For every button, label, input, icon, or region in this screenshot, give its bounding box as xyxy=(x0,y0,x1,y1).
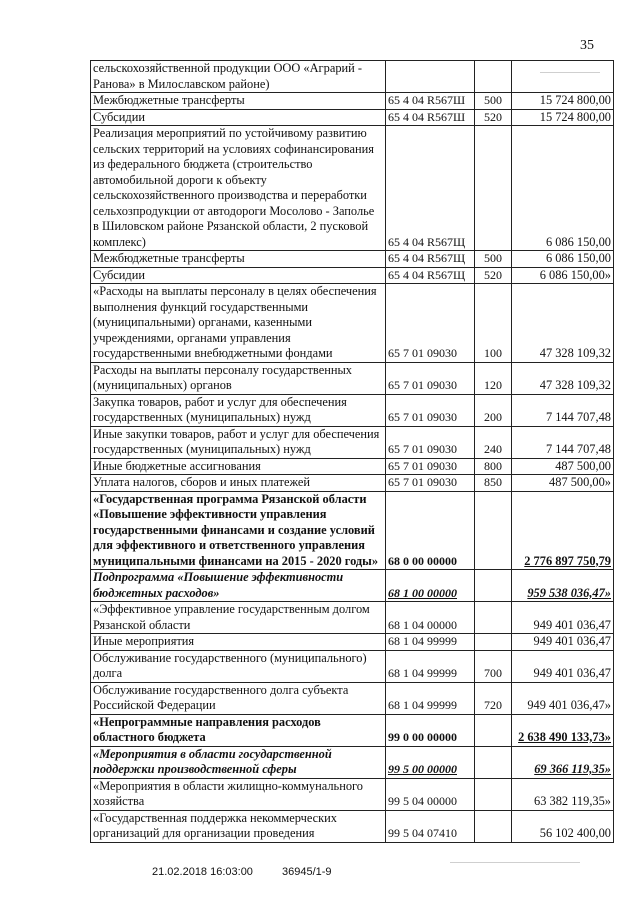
row-kind-cell: 520 xyxy=(475,267,512,284)
row-kind-cell xyxy=(475,491,512,570)
row-kind-cell: 850 xyxy=(475,475,512,492)
scan-artifact xyxy=(540,72,600,73)
row-amount-cell: 56 102 400,00 xyxy=(512,810,614,842)
row-amount-cell: 2 638 490 133,73» xyxy=(512,714,614,746)
budget-table-body xyxy=(91,61,614,843)
footer-doc-code: 36945/1-9 xyxy=(282,866,332,878)
row-name-cell: Уплата налогов, сборов и иных платежей xyxy=(91,475,386,492)
row-name-cell: сельскохозяйственной продукции ООО «Аграрий - Ранова» в Милославском районе) xyxy=(91,61,386,93)
row-name-cell: «Государственная программа Рязанской области «Повышение эффективности управления государственными финансами и создание условий для эффективного и ответственного управления муниципальными финансами на 2015 - 2020 годы» xyxy=(91,491,386,570)
row-code-cell: 65 4 04 R567Ш xyxy=(386,93,475,110)
table-row xyxy=(91,778,614,810)
row-code-cell: 68 1 00 00000 xyxy=(386,570,475,602)
row-name-cell: Иные закупки товаров, работ и услуг для обеспечения государственных (муниципальных) нужд xyxy=(91,426,386,458)
row-kind-cell xyxy=(475,570,512,602)
row-name-cell: Подпрограмма «Повышение эффективности бюджетных расходов» xyxy=(91,570,386,602)
row-name-cell: «Расходы на выплаты персоналу в целях обеспечения выполнения функций государственными (муниципальными) органами, казенными учреждениями, органами управления государственными внебюджетными фондами xyxy=(91,284,386,363)
row-code-cell: 65 4 04 R567Щ xyxy=(386,267,475,284)
row-kind-cell: 500 xyxy=(475,93,512,110)
row-kind-cell: 120 xyxy=(475,362,512,394)
row-code-cell: 99 5 04 00000 xyxy=(386,778,475,810)
table-row xyxy=(91,650,614,682)
table-row xyxy=(91,362,614,394)
row-name-cell: Закупка товаров, работ и услуг для обеспечения государственных (муниципальных) нужд xyxy=(91,394,386,426)
table-row xyxy=(91,426,614,458)
row-kind-cell: 700 xyxy=(475,650,512,682)
row-kind-cell xyxy=(475,602,512,634)
row-kind-cell xyxy=(475,634,512,651)
row-amount-cell: 2 776 897 750,79 xyxy=(512,491,614,570)
table-row xyxy=(91,458,614,475)
table-row xyxy=(91,746,614,778)
row-name-cell: Межбюджетные трансферты xyxy=(91,93,386,110)
table-row xyxy=(91,602,614,634)
row-name-cell: Реализация мероприятий по устойчивому развитию сельских территорий на условиях софинансирования из федерального бюджета (строительство автомобильной дороги к объекту сельскохозяйственного производства и переработки сельхозпродукции от автодороги Мосолово - Заполье в Шиловском районе Рязанской области, 2 пусковой комплекс) xyxy=(91,126,386,251)
row-code-cell: 68 1 04 00000 xyxy=(386,602,475,634)
row-name-cell: Субсидии xyxy=(91,267,386,284)
row-code-cell: 65 4 04 R567Щ xyxy=(386,126,475,251)
row-kind-cell: 240 xyxy=(475,426,512,458)
row-amount-cell: 63 382 119,35» xyxy=(512,778,614,810)
row-name-cell: Иные мероприятия xyxy=(91,634,386,651)
row-code-cell: 65 7 01 09030 xyxy=(386,394,475,426)
table-row xyxy=(91,126,614,251)
table-row xyxy=(91,61,614,93)
row-amount-cell: 487 500,00» xyxy=(512,475,614,492)
table-row xyxy=(91,491,614,570)
row-kind-cell xyxy=(475,746,512,778)
row-name-cell: «Эффективное управление государственным долгом Рязанской области xyxy=(91,602,386,634)
row-kind-cell: 800 xyxy=(475,458,512,475)
budget-table xyxy=(90,60,614,843)
row-code-cell: 68 1 04 99999 xyxy=(386,634,475,651)
row-code-cell: 68 1 04 99999 xyxy=(386,650,475,682)
row-amount-cell: 7 144 707,48 xyxy=(512,426,614,458)
row-code-cell: 99 5 00 00000 xyxy=(386,746,475,778)
row-code-cell: 68 0 00 00000 xyxy=(386,491,475,570)
row-name-cell: «Мероприятия в области жилищно-коммунального хозяйства xyxy=(91,778,386,810)
table-row xyxy=(91,394,614,426)
row-amount-cell: 6 086 150,00» xyxy=(512,267,614,284)
row-amount-cell xyxy=(512,61,614,93)
row-code-cell: 99 5 04 07410 xyxy=(386,810,475,842)
row-name-cell: Субсидии xyxy=(91,109,386,126)
row-kind-cell xyxy=(475,778,512,810)
row-name-cell: «Мероприятия в области государственной поддержки производственной сферы xyxy=(91,746,386,778)
row-amount-cell: 47 328 109,32 xyxy=(512,362,614,394)
page-number: 35 xyxy=(580,38,594,53)
table-row xyxy=(91,284,614,363)
row-kind-cell: 500 xyxy=(475,251,512,268)
table-row xyxy=(91,714,614,746)
row-amount-cell: 6 086 150,00 xyxy=(512,126,614,251)
row-name-cell: Обслуживание государственного долга субъекта Российской Федерации xyxy=(91,682,386,714)
row-kind-cell xyxy=(475,810,512,842)
scan-artifact xyxy=(450,862,580,863)
row-kind-cell: 200 xyxy=(475,394,512,426)
row-name-cell: Расходы на выплаты персоналу государственных (муниципальных) органов xyxy=(91,362,386,394)
row-name-cell: Обслуживание государственного (муниципального) долга xyxy=(91,650,386,682)
row-amount-cell: 47 328 109,32 xyxy=(512,284,614,363)
row-amount-cell: 7 144 707,48 xyxy=(512,394,614,426)
row-name-cell: Иные бюджетные ассигнования xyxy=(91,458,386,475)
row-amount-cell: 487 500,00 xyxy=(512,458,614,475)
row-kind-cell xyxy=(475,714,512,746)
row-code-cell: 68 1 04 99999 xyxy=(386,682,475,714)
table-row xyxy=(91,267,614,284)
row-amount-cell: 949 401 036,47 xyxy=(512,634,614,651)
row-code-cell: 65 7 01 09030 xyxy=(386,362,475,394)
table-row xyxy=(91,475,614,492)
row-amount-cell: 6 086 150,00 xyxy=(512,251,614,268)
table-row xyxy=(91,682,614,714)
table-row xyxy=(91,570,614,602)
table-row xyxy=(91,251,614,268)
row-code-cell: 65 7 01 09030 xyxy=(386,426,475,458)
row-name-cell: «Государственная поддержка некоммерческих организаций для организации проведения xyxy=(91,810,386,842)
table-row xyxy=(91,634,614,651)
row-code-cell: 65 7 01 09030 xyxy=(386,284,475,363)
row-code-cell: 65 4 04 R567Щ xyxy=(386,251,475,268)
row-code-cell: 65 7 01 09030 xyxy=(386,458,475,475)
row-kind-cell xyxy=(475,61,512,93)
table-row xyxy=(91,93,614,110)
row-kind-cell: 520 xyxy=(475,109,512,126)
table-row xyxy=(91,109,614,126)
row-code-cell: 65 4 04 R567Ш xyxy=(386,109,475,126)
row-amount-cell: 949 401 036,47 xyxy=(512,650,614,682)
footer-datetime: 21.02.2018 16:03:00 xyxy=(152,866,253,878)
table-row xyxy=(91,810,614,842)
row-name-cell: Межбюджетные трансферты xyxy=(91,251,386,268)
row-amount-cell: 15 724 800,00 xyxy=(512,109,614,126)
row-code-cell: 99 0 00 00000 xyxy=(386,714,475,746)
row-code-cell: 65 7 01 09030 xyxy=(386,475,475,492)
row-amount-cell: 959 538 036,47» xyxy=(512,570,614,602)
row-kind-cell xyxy=(475,126,512,251)
row-code-cell xyxy=(386,61,475,93)
row-amount-cell: 949 401 036,47» xyxy=(512,682,614,714)
row-amount-cell: 949 401 036,47 xyxy=(512,602,614,634)
row-name-cell: «Непрограммные направления расходов областного бюджета xyxy=(91,714,386,746)
row-kind-cell: 720 xyxy=(475,682,512,714)
row-amount-cell: 69 366 119,35» xyxy=(512,746,614,778)
row-amount-cell: 15 724 800,00 xyxy=(512,93,614,110)
row-kind-cell: 100 xyxy=(475,284,512,363)
